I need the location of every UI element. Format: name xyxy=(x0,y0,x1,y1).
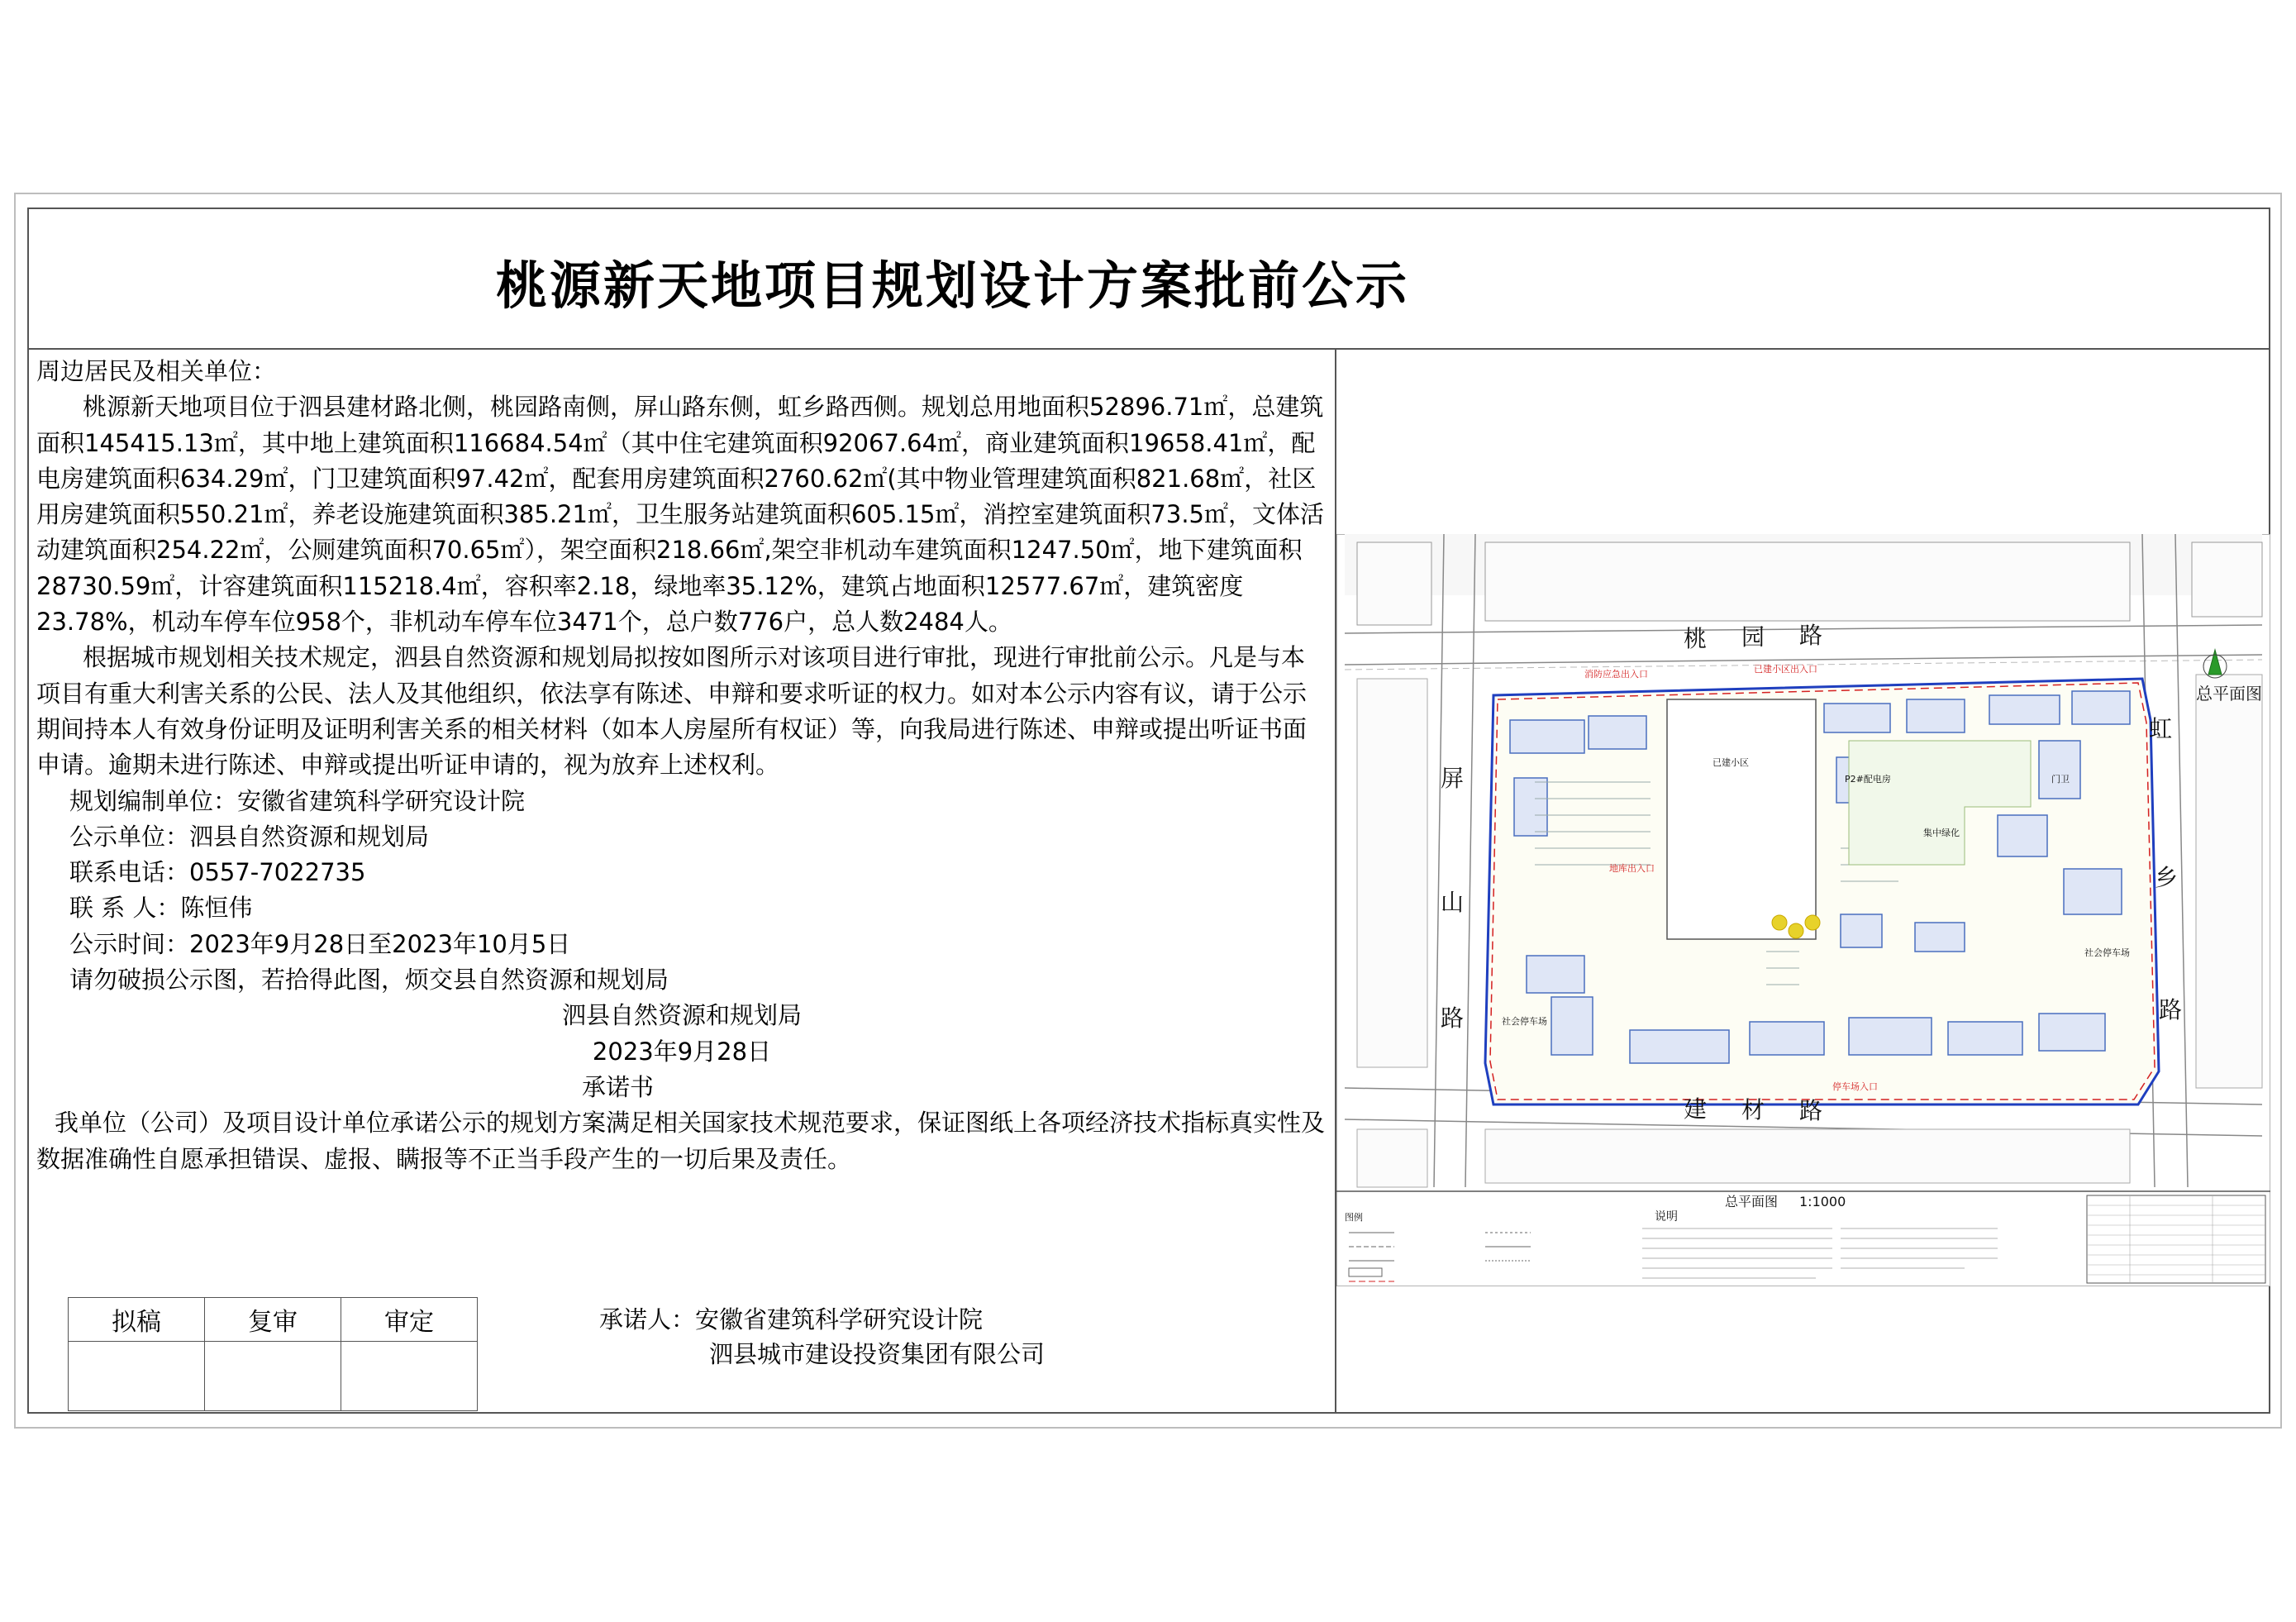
label-existing-community: 已建小区 xyxy=(1712,757,1749,768)
label-social-parking-east: 社会停车场 xyxy=(2084,947,2130,958)
warning-line: 请勿破损公示图，若拾得此图，烦交县自然资源和规划局 xyxy=(69,966,669,995)
label-substation: P2#配电房 xyxy=(1845,774,1891,785)
contact-line: 联 系 人：陈恒伟 xyxy=(69,894,253,923)
road-name-east-2: 乡 xyxy=(2155,864,2179,891)
road-name-south-3: 路 xyxy=(1799,1097,1823,1124)
notes-title: 说明 xyxy=(1655,1210,1678,1224)
road-name-south-2: 材 xyxy=(1741,1096,1765,1123)
road-name-north-1: 桃 xyxy=(1684,625,1708,652)
phone-line: 联系电话：0557-7022735 xyxy=(69,858,366,887)
label-social-parking-west: 社会停车场 xyxy=(1502,1016,1547,1027)
pledge-body: 我单位（公司）及项目设计单位承诺公示的规划方案满足相关国家技术规范要求，保证图纸上各项经济技术指标真实性及数据准确性自愿承担错误、虚报、瞒报等不正当手段产生的一切后果及责任。 xyxy=(36,1109,1326,1173)
road-name-west-1: 屏 xyxy=(1441,765,1465,792)
approval-header-final: 审定 xyxy=(341,1298,478,1342)
issue-date-line: 2023年9月28日 xyxy=(592,1037,772,1066)
label-garage-entrance: 地库出入口 xyxy=(1609,863,1655,874)
label-parking-entrance: 停车场入口 xyxy=(1832,1081,1878,1092)
road-name-south-1: 建 xyxy=(1684,1095,1708,1123)
road-name-north-2: 园 xyxy=(1741,623,1765,651)
issuer-line: 泗县自然资源和规划局 xyxy=(561,1001,802,1030)
notice-text xyxy=(36,354,1327,1177)
label-central-green: 集中绿化 xyxy=(1923,828,1960,838)
site-plan-drawing xyxy=(1336,534,2270,1286)
pledge-heading: 承诺书 xyxy=(582,1072,655,1101)
road-name-north-3: 路 xyxy=(1799,622,1823,649)
publisher-line: 公示单位：泗县自然资源和规划局 xyxy=(69,822,430,851)
pledger-line-2: 泗县城市建设投资集团有限公司 xyxy=(709,1340,1046,1368)
salutation: 周边居民及相关单位： xyxy=(36,357,277,385)
approval-header-draft: 拟稿 xyxy=(69,1298,205,1342)
planner-line: 规划编制单位：安徽省建筑科学研究设计院 xyxy=(69,786,526,815)
approval-cell-draft xyxy=(69,1342,205,1411)
road-name-east-1: 虹 xyxy=(2149,715,2173,742)
label-fire-entrance: 消防应急出入口 xyxy=(1584,669,1648,680)
approval-cell-review xyxy=(205,1342,341,1411)
label-gate: 门卫 xyxy=(2051,774,2070,785)
page-title: 桃源新天地项目规划设计方案批前公示 xyxy=(496,255,1410,316)
site-plan-title: 总平面图 xyxy=(1725,1194,1779,1209)
road-name-west-3: 路 xyxy=(1441,1004,1465,1032)
approval-header-review: 复审 xyxy=(205,1298,341,1342)
pledger-line-1: 承诺人：安徽省建筑科学研究设计院 xyxy=(599,1305,984,1333)
legend-title: 图例 xyxy=(1345,1212,1363,1223)
site-plan-scale: 1:1000 xyxy=(1799,1194,1846,1209)
corner-plan-label: 总平面图 xyxy=(2196,684,2262,704)
project-summary-paragraph: 桃源新天地项目位于泗县建材路北侧，桃园路南侧，屏山路东侧，虹乡路西侧。规划总用地面积52896.71㎡，总建筑面积145415.13㎡，其中地上建筑面积116684.54㎡（其中住宅建筑面积92067.64㎡，商业建筑面积19658.41㎡，配电房建筑面积634.29㎡，门卫建筑面积97.42㎡，配套用房建筑面积2760.62㎡(其中物业管理建筑面积821.68㎡，社区用房建筑面积550.21㎡，养老设施建筑面积385.21㎡，卫生服务站建筑面积605.15㎡，消控室建筑面积73.5㎡，文体活动建筑面积254.22㎡，公厕建筑面积70.65㎡），架空面积218.66㎡,架空非机动车建筑面积1247.50㎡，地下建筑面积28730.59㎡，计容建筑面积115218.4㎡，容积率2.18，绿地率35.12%，建筑占地面积12577.67㎡，建筑密度23.78%，机动车停车位958个，非机动车停车位3471个，总户数776户，总人数2484人。 xyxy=(36,393,1324,637)
approval-cell-final xyxy=(341,1342,478,1411)
road-name-west-2: 山 xyxy=(1441,889,1465,916)
approval-table xyxy=(68,1297,478,1411)
site-plan xyxy=(1336,534,2270,1286)
label-community-entrance: 已建小区出入口 xyxy=(1754,664,1817,675)
pledger-block xyxy=(599,1302,1045,1372)
rights-paragraph: 根据城市规划相关技术规定，泗县自然资源和规划局拟按如图所示对该项目进行审批，现进行审批前公示。凡是与本项目有重大利害关系的公民、法人及其他组织，依法享有陈述、申辩和要求听证的权力。如对本公示内容有议，请于公示期间持本人有效身份证明及证明利害关系的相关材料（如本人房屋所有权证）等，向我局进行陈述、申辩或提出听证书面申请。逾期未进行陈述、申辩或提出听证申请的，视为放弃上述权利。 xyxy=(36,643,1308,780)
road-name-east-3: 路 xyxy=(2159,996,2183,1023)
period-line: 公示时间：2023年9月28日至2023年10月5日 xyxy=(69,929,571,958)
